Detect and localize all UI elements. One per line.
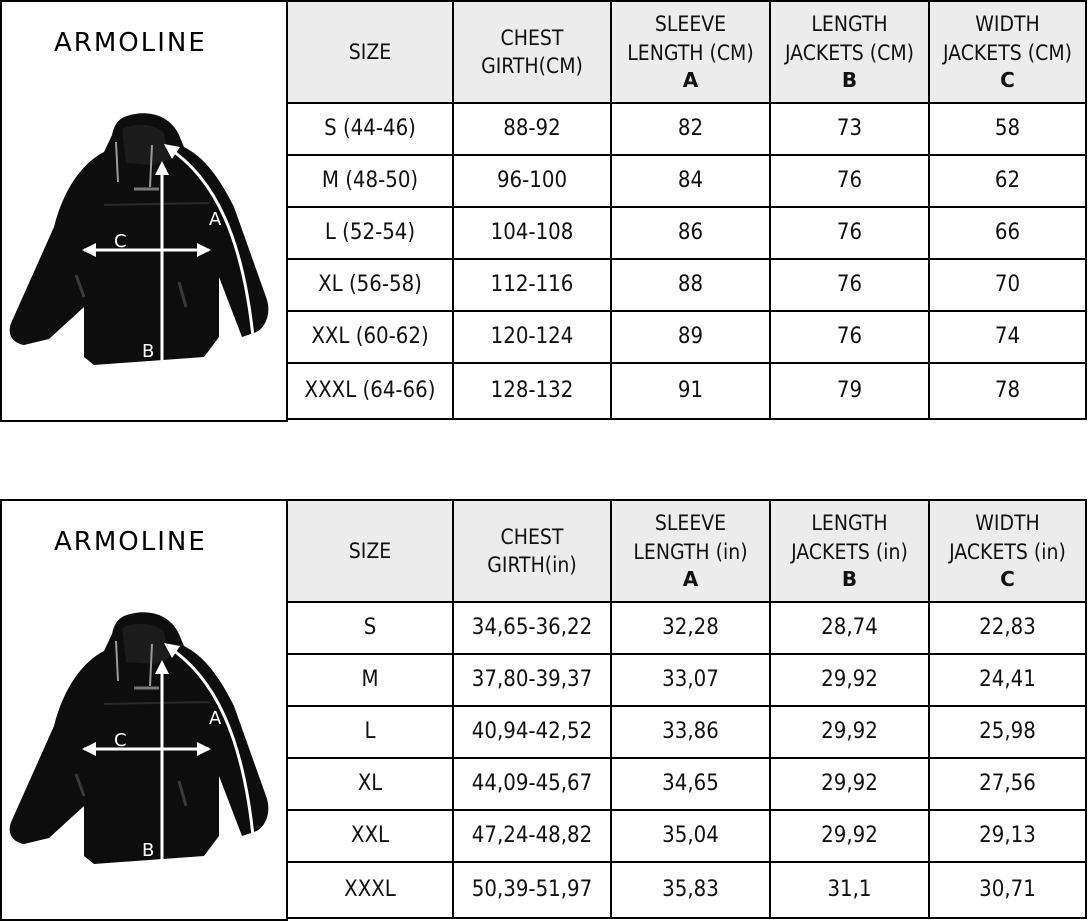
cell-chest: 104-108 [453,207,611,259]
label-c: C [114,730,127,751]
cell-size: L [287,706,453,758]
size-chart-cm [0,0,1089,420]
table-header-row [287,500,1086,602]
label-b: B [142,341,155,362]
cell-sleeve: 88 [611,259,770,311]
table-row [287,103,1086,155]
cell-width: 24,41 [929,654,1086,706]
cell-size: XXXL [287,862,453,918]
cell-length: 76 [770,311,929,363]
cell-length: 76 [770,259,929,311]
header-chest-girth: CHEST GIRTH(in) [453,500,611,602]
cell-sleeve: 35,04 [611,810,770,862]
cell-width: 29,13 [929,810,1086,862]
cell-length: 29,92 [770,810,929,862]
table-header-row [287,1,1086,103]
cell-width: 74 [929,311,1086,363]
cell-size: S (44-46) [287,103,453,155]
label-b: B [142,840,155,861]
cell-size: L (52-54) [287,207,453,259]
cell-sleeve: 34,65 [611,758,770,810]
cell-size: XL (56-58) [287,259,453,311]
header-chest-girth: CHEST GIRTH(CM) [453,1,611,103]
cell-size: M [287,654,453,706]
header-sleeve-length: SLEEVE LENGTH (CM) A [611,1,770,103]
cell-chest: 40,94-42,52 [453,706,611,758]
size-chart-in [0,499,1089,919]
cell-chest: 88-92 [453,103,611,155]
cell-chest: 50,39-51,97 [453,862,611,918]
cell-size: XXL [287,810,453,862]
cell-sleeve: 35,83 [611,862,770,918]
cell-length: 29,92 [770,706,929,758]
cell-width: 78 [929,363,1086,419]
cell-chest: 47,24-48,82 [453,810,611,862]
table-row [287,259,1086,311]
cell-sleeve: 33,86 [611,706,770,758]
cell-sleeve: 32,28 [611,602,770,654]
table-row [287,654,1086,706]
cell-sleeve: 82 [611,103,770,155]
cell-size: XXL (60-62) [287,311,453,363]
cell-width: 25,98 [929,706,1086,758]
size-table-cm [286,0,1087,420]
cell-sleeve: 86 [611,207,770,259]
header-jacket-width: WIDTH JACKETS (CM) C [929,1,1086,103]
cell-sleeve: 84 [611,155,770,207]
brand-logo: ARMOLINE [54,28,207,58]
cell-size: S [287,602,453,654]
cell-chest: 37,80-39,37 [453,654,611,706]
cell-width: 66 [929,207,1086,259]
jacket-measurement-illustration [4,107,284,397]
table-row [287,602,1086,654]
cell-width: 22,83 [929,602,1086,654]
label-a: A [209,209,222,230]
cell-chest: 120-124 [453,311,611,363]
label-a: A [209,708,222,729]
cell-width: 70 [929,259,1086,311]
size-table-in [286,499,1087,919]
cell-size: XXXL (64-66) [287,363,453,419]
cell-chest: 44,09-45,67 [453,758,611,810]
cell-chest: 34,65-36,22 [453,602,611,654]
header-jacket-length: LENGTH JACKETS (CM) B [770,1,929,103]
cell-width: 58 [929,103,1086,155]
header-jacket-length: LENGTH JACKETS (in) B [770,500,929,602]
cell-size: M (48-50) [287,155,453,207]
cell-length: 28,74 [770,602,929,654]
cell-width: 27,56 [929,758,1086,810]
cell-length: 29,92 [770,758,929,810]
cell-size: XL [287,758,453,810]
cell-length: 31,1 [770,862,929,918]
brand-panel [0,499,288,921]
cell-length: 76 [770,155,929,207]
cell-length: 79 [770,363,929,419]
brand-panel [0,0,288,422]
header-size: SIZE [287,1,453,103]
cell-sleeve: 91 [611,363,770,419]
table-row [287,363,1086,419]
cell-width: 30,71 [929,862,1086,918]
header-size: SIZE [287,500,453,602]
cell-width: 62 [929,155,1086,207]
cell-length: 73 [770,103,929,155]
header-jacket-width: WIDTH JACKETS (in) C [929,500,1086,602]
jacket-measurement-illustration [4,606,284,896]
cell-sleeve: 33,07 [611,654,770,706]
label-c: C [114,231,127,252]
brand-logo: ARMOLINE [54,527,207,557]
table-row [287,207,1086,259]
table-row [287,810,1086,862]
cell-chest: 96-100 [453,155,611,207]
header-sleeve-length: SLEEVE LENGTH (in) A [611,500,770,602]
table-row [287,311,1086,363]
cell-chest: 128-132 [453,363,611,419]
table-row [287,155,1086,207]
cell-length: 29,92 [770,654,929,706]
cell-sleeve: 89 [611,311,770,363]
table-row [287,862,1086,918]
table-row [287,706,1086,758]
cell-length: 76 [770,207,929,259]
table-row [287,758,1086,810]
cell-chest: 112-116 [453,259,611,311]
